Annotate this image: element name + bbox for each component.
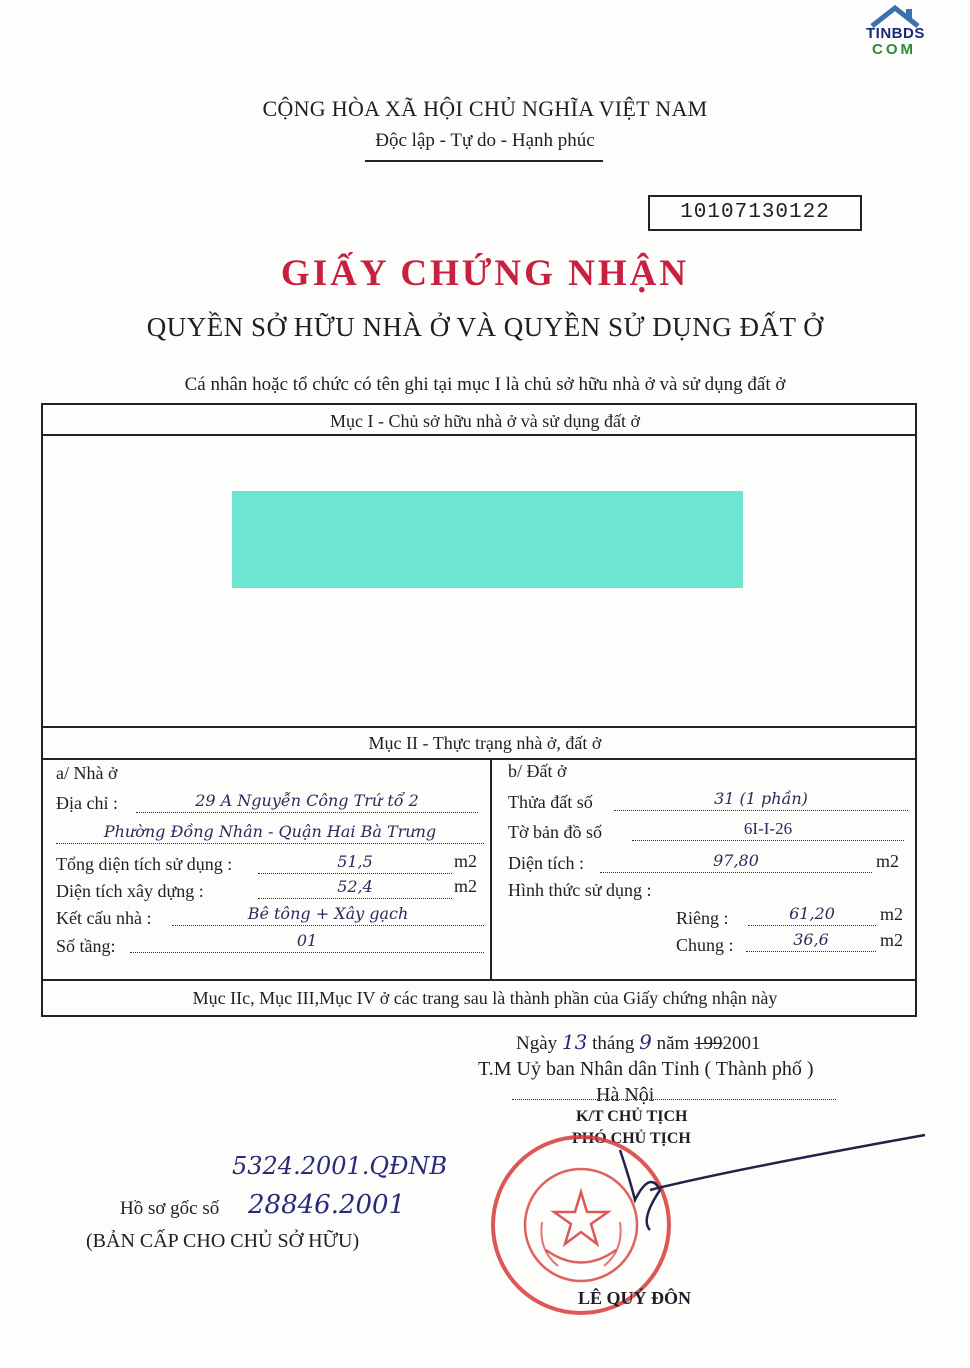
- logo-text-top: TINBDS: [866, 25, 925, 42]
- motto-underline: [365, 160, 603, 162]
- republic-heading: CỘNG HÒA XÃ HỘI CHỦ NGHĨA VIỆT NAM: [262, 96, 708, 121]
- city: Hà Nội: [596, 1084, 655, 1106]
- total-area-label: Tổng diện tích sử dụng :: [56, 854, 233, 874]
- date-year-printed: 199: [694, 1033, 723, 1054]
- signer-name: LÊ QUÝ ĐÔN: [578, 1288, 692, 1308]
- motto: Độc lập - Tự do - Hạnh phúc: [375, 130, 595, 151]
- date-month-label: tháng: [592, 1033, 635, 1054]
- usage-label: Hình thức sử dụng :: [508, 880, 652, 900]
- shared-unit: m2: [880, 930, 904, 950]
- redacted-owner-block: [232, 491, 743, 588]
- structure-value: Bê tông + Xây gạch: [172, 905, 484, 926]
- divider: [43, 758, 917, 760]
- footer-note: Mục IIc, Mục III,Mục IV ở các trang sau là thành phần của Giấy chứng nhận này: [192, 988, 778, 1008]
- date-prefix: Ngày: [516, 1033, 558, 1054]
- shared-value: 36,6: [746, 931, 876, 952]
- house-heading: a/ Nhà ở: [56, 763, 118, 783]
- date-month: 9: [639, 1030, 652, 1054]
- intro-text: Cá nhân hoặc tổ chức có tên ghi tại mục I là chủ sở hữu nhà ở và sử dụng đất ở: [184, 374, 786, 395]
- role-deputy: K/T CHỦ TỊCH: [576, 1108, 688, 1125]
- private-label: Riêng :: [676, 908, 729, 928]
- land-area-label: Diện tích :: [508, 853, 584, 873]
- date-year-label: năm: [656, 1033, 690, 1054]
- divider: [43, 979, 917, 981]
- total-area-value: 51,5: [258, 853, 452, 874]
- address-line2: Phường Đồng Nhân - Quận Hai Bà Trưng: [56, 823, 484, 844]
- land-heading: b/ Đất ở: [508, 761, 567, 781]
- divider: [43, 726, 917, 728]
- tinbds-logo: [862, 4, 928, 64]
- plot-value: 31 (1 phần): [614, 790, 908, 811]
- document-subtitle: QUYỀN SỞ HỮU NHÀ Ở VÀ QUYỀN SỬ DỤNG ĐẤT Ở: [146, 312, 824, 342]
- certificate-number: 10107130122: [648, 195, 862, 231]
- land-area-unit: m2: [876, 851, 900, 871]
- total-area-unit: m2: [454, 851, 478, 871]
- built-area-label: Diện tích xây dựng :: [56, 881, 204, 901]
- private-unit: m2: [880, 904, 904, 924]
- logo-text-bottom: COM: [872, 41, 916, 58]
- address-line1: 29 A Nguyễn Công Trứ tổ 2: [136, 792, 478, 813]
- divider: [43, 434, 917, 436]
- address-label: Địa chỉ :: [56, 793, 118, 813]
- handwritten-reference: 5324.2001.QĐNB: [232, 1152, 448, 1180]
- file-label: Hồ sơ gốc số: [120, 1198, 220, 1219]
- role-vice-chair: PHÓ CHỦ TỊCH: [572, 1130, 691, 1147]
- floors-value: 01: [130, 932, 484, 953]
- plot-label: Thửa đất số: [508, 792, 593, 812]
- date-year: 2001: [722, 1033, 761, 1054]
- structure-label: Kết cấu nhà :: [56, 908, 152, 928]
- date-day: 13: [561, 1030, 588, 1054]
- authority: T.M Uỷ ban Nhân dân Tỉnh ( Thành phố ): [478, 1058, 814, 1080]
- issue-date: [516, 1030, 761, 1055]
- map-sheet-label: Tờ bản đồ số: [508, 822, 603, 842]
- built-area-unit: m2: [454, 876, 478, 896]
- copy-note: (BẢN CẤP CHO CHỦ SỞ HỮU): [86, 1230, 360, 1252]
- section2-title: Mục II - Thực trạng nhà ở, đất ở: [368, 733, 602, 753]
- section1-title: Mục I - Chủ sở hữu nhà ở và sử dụng đất ở: [329, 411, 641, 431]
- map-sheet-value: 6I-I-26: [632, 820, 904, 841]
- file-number: 28846.2001: [248, 1190, 406, 1220]
- shared-label: Chung :: [676, 935, 734, 955]
- private-value: 61,20: [748, 905, 876, 926]
- land-area-value: 97,80: [600, 852, 872, 873]
- city-dotted-line: [512, 1099, 836, 1100]
- column-divider: [490, 758, 492, 980]
- handwritten-signature: [590, 1130, 930, 1240]
- built-area-value: 52,4: [258, 878, 452, 899]
- floors-label: Số tầng:: [56, 936, 116, 956]
- document-title: GIẤY CHỨNG NHẬN: [280, 253, 690, 294]
